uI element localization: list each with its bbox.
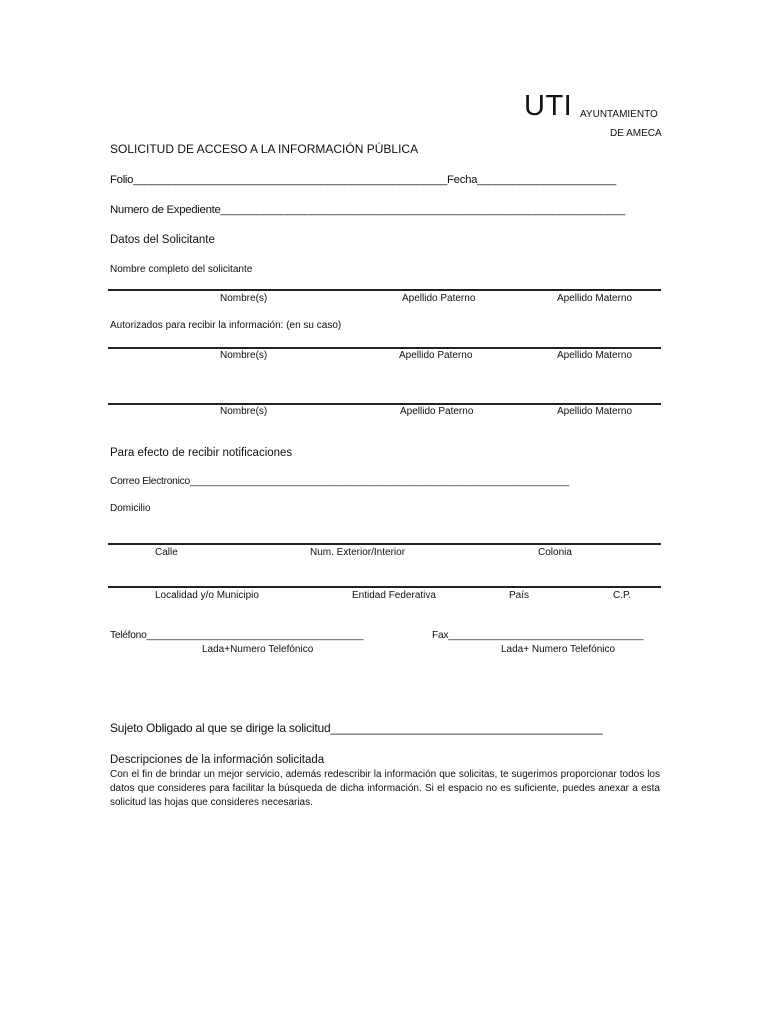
authorized-1-name-field[interactable] — [108, 347, 661, 349]
applicant-paterno-caption: Apellido Paterno — [402, 293, 476, 304]
authorized-2-name-field[interactable] — [108, 403, 661, 405]
fax-line[interactable]: Fax____________________________________ — [432, 630, 644, 641]
domicilio-label: Domicilio — [110, 503, 151, 514]
num-exterior-caption: Num. Exterior/Interior — [310, 547, 406, 558]
authorized-1-materno-caption: Apellido Materno — [557, 350, 633, 361]
uti-logo-text: UTI — [524, 90, 573, 122]
colonia-caption: Colonia — [538, 547, 572, 558]
authorized-2-materno-caption: Apellido Materno — [557, 406, 633, 417]
applicant-materno-caption: Apellido Materno — [557, 293, 633, 304]
pais-caption: País — [509, 590, 530, 601]
applicant-nombre-caption: Nombre(s) — [220, 293, 268, 304]
lada-fax-caption: Lada+ Numero Telefónico — [501, 644, 616, 655]
ameca-label: DE AMECA — [610, 128, 662, 139]
sujeto-obligado-line[interactable]: Sujeto Obligado al que se dirige la solicitud__________________________________________ — [110, 721, 603, 735]
correo-line[interactable]: Correo Electronico______________________________________________________________________ — [110, 476, 569, 487]
nombre-completo-label: Nombre completo del solicitante — [110, 264, 253, 275]
folio-fecha-line[interactable]: Folio____________________________________________________Fecha_______________________ — [110, 174, 616, 186]
notificaciones-heading: Para efecto de recibir notificaciones — [110, 447, 293, 459]
calle-caption: Calle — [155, 547, 178, 558]
localidad-caption: Localidad y/o Municipio — [155, 590, 259, 601]
authorized-2-nombre-caption: Nombre(s) — [220, 406, 268, 417]
lada-telefono-caption: Lada+Numero Telefónico — [202, 644, 314, 655]
datos-solicitante-heading: Datos del Solicitante — [110, 234, 215, 246]
entidad-caption: Entidad Federativa — [352, 590, 436, 601]
address-locality-field[interactable] — [108, 586, 661, 588]
form-title: SOLICITUD DE ACCESO A LA INFORMACIÓN PÚBLICA — [110, 142, 419, 156]
ayuntamiento-label: AYUNTAMIENTO — [580, 109, 658, 120]
authorized-1-nombre-caption: Nombre(s) — [220, 350, 268, 361]
applicant-name-field[interactable] — [108, 289, 661, 291]
expediente-line[interactable]: Numero de Expediente___________________________________________________________________ — [110, 204, 625, 216]
authorized-1-paterno-caption: Apellido Paterno — [399, 350, 473, 361]
authorized-2-paterno-caption: Apellido Paterno — [400, 406, 474, 417]
autorizados-label: Autorizados para recibir la información: (en su caso) — [110, 320, 342, 331]
telefono-line[interactable]: Teléfono________________________________________ — [110, 630, 364, 641]
cp-caption: C.P. — [613, 590, 632, 601]
descripcion-paragraph: Con el fin de brindar un mejor servicio, además redescribir la información que solicitas, te sugerimos proporcionar todos los datos que consideres para facilitar la búsqueda de dicha información. Si el espacio no es suficiente, puedes anexar a esta solicitud las hojas que consideres necesarias. — [110, 769, 660, 808]
descripciones-heading: Descripciones de la información solicitada — [110, 754, 325, 766]
address-street-field[interactable] — [108, 543, 661, 545]
